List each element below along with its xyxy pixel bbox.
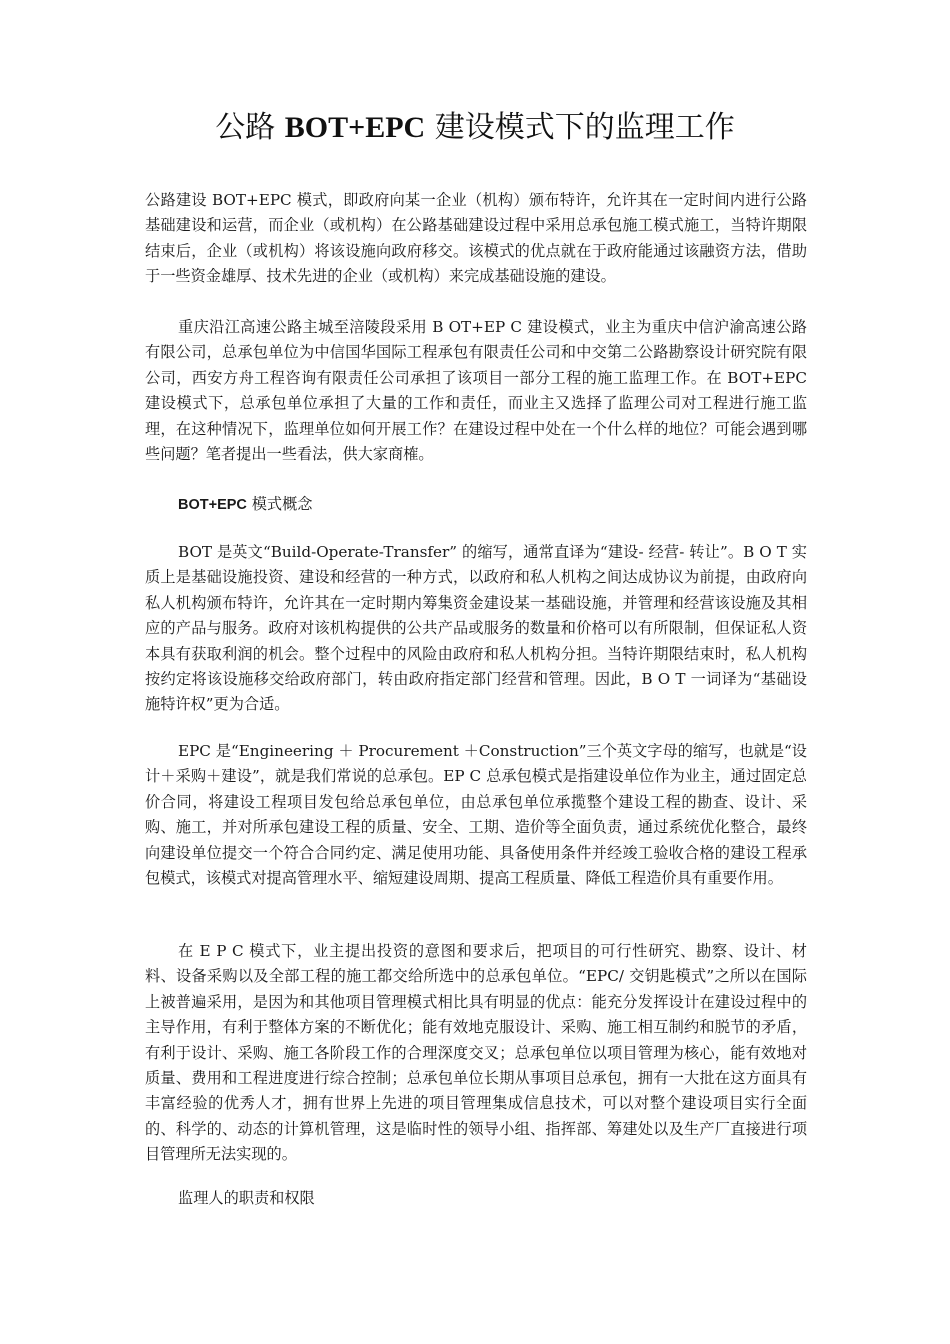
section-heading-bot-epc-latin: BOT+EPC xyxy=(178,497,247,513)
paragraph-bot: BOT 是英文“Build-Operate-Transfer” 的缩写，通常直译为“建设- 经营- 转让”。B O T 实质上是基础设施投资、建设和经营的一种方式，以政府和私人机构之间达成协议为前提，由政府向私人机构颁布特许，允许其在一定时期内筹集资金建设某一基础设施，并管理和经营该设施及其相应的产品与服务。政府对该机构提供的公共产品或服务的数量和价格可以有所限制，但保证私人资本具有获取利润的机会。整个过程中的风险由政府和私人机构分担。当特许期限结束时，私人机构按约定将该设施移交给政府部门，转由政府指定部门经营和管理。因此，B O T 一词译为“基础设施特许权”更为合适。 xyxy=(145,543,807,714)
title-prefix: 公路 xyxy=(215,110,285,145)
paragraph-epc-advantages: 在 E P C 模式下，业主提出投资的意图和要求后，把项目的可行性研究、勘察、设计、材料、设备采购以及全部工程的施工都交给所选中的总承包单位。“EPC/ 交钥匙模式”之所以在国际上被普遍采用，是因为和其他项目管理模式相比具有明显的优点：能充分发挥设计在建设过程中的主导作用，有利于整体方案的不断优化；能有效地克服设计、采购、施工相互制约和脱节的矛盾，有利于设计、采购、施工各阶段工作的合理深度交叉；总承包单位以项目管理为核心，能有效地对质量、费用和工程进度进行综合控制；总承包单位长期从事项目总承包，拥有一大批在这方面具有丰富经验的优秀人才，拥有世界上先进的项目管理集成信息技术，可以对整个建设项目实行全面的、科学的、动态的计算机管理，这是临时性的领导小组、指挥部、筹建处以及生产厂直接进行项目管理所无法实现的。 xyxy=(145,942,807,1164)
paragraph-intro: 公路建设 BOT+EPC 模式，即政府向某一企业（机构）颁布特许，允许其在一定时间内进行公路基础建设和运营，而企业（或机构）在公路基础建设过程中采用总承包施工模式施工，当特许期限结束后，企业（或机构）将该设施向政府移交。该模式的优点就在于政府能通过该融资方法，借助于一些资金雄厚、技术先进的企业（或机构）来完成基础设施的建设。 xyxy=(145,191,807,286)
paragraph-epc: EPC 是“Engineering ＋ Procurement ＋Construction”三个英文字母的缩写，也就是“设计＋采购＋建设”，就是我们常说的总承包。EP C 总承包模式是指建设单位作为业主，通过固定总价合同，将建设工程项目发包给总承包单位，由总承包单位承揽整个建设工程的勘查、设计、采购、施工，并对所承包建设工程的质量、安全、工期、造价等全面负责，通过系统优化整合，最终向建设单位提交一个符合合同约定、满足使用功能、具备使用条件并经竣工验收合格的建设工程承包模式，该模式对提高管理水平、缩短建设周期、提高工程质量、降低工程造价具有重要作用。 xyxy=(145,742,807,888)
paragraph-project: 重庆沿江高速公路主城至涪陵段采用 B OT+EP C 建设模式，业主为重庆中信沪渝高速公路有限公司，总承包单位为中信国华国际工程承包有限责任公司和中交第二公路勘察设计研究院有限公司，西安方舟工程咨询有限责任公司承担了该项目一部分工程的施工监理工作。在 BOT+EPC 建设模式下，总承包单位承担了大量的工作和责任，而业主又选择了监理公司对工程进行施工监理，在这种情况下，监理单位如何开展工作？在建设过程中处在一个什么样的地位？可能会遇到哪些问题？笔者提出一些看法，供大家商榷。 xyxy=(145,318,807,464)
section-heading-bot-epc xyxy=(178,492,312,518)
section-heading-supervisor: 监理人的职责和权限 xyxy=(178,1189,315,1207)
document-title xyxy=(0,106,950,150)
title-suffix: 建设模式下的监理工作 xyxy=(425,110,735,145)
title-latin: BOT+EPC xyxy=(284,111,426,144)
section-heading-bot-epc-suffix: 模式概念 xyxy=(246,495,313,513)
